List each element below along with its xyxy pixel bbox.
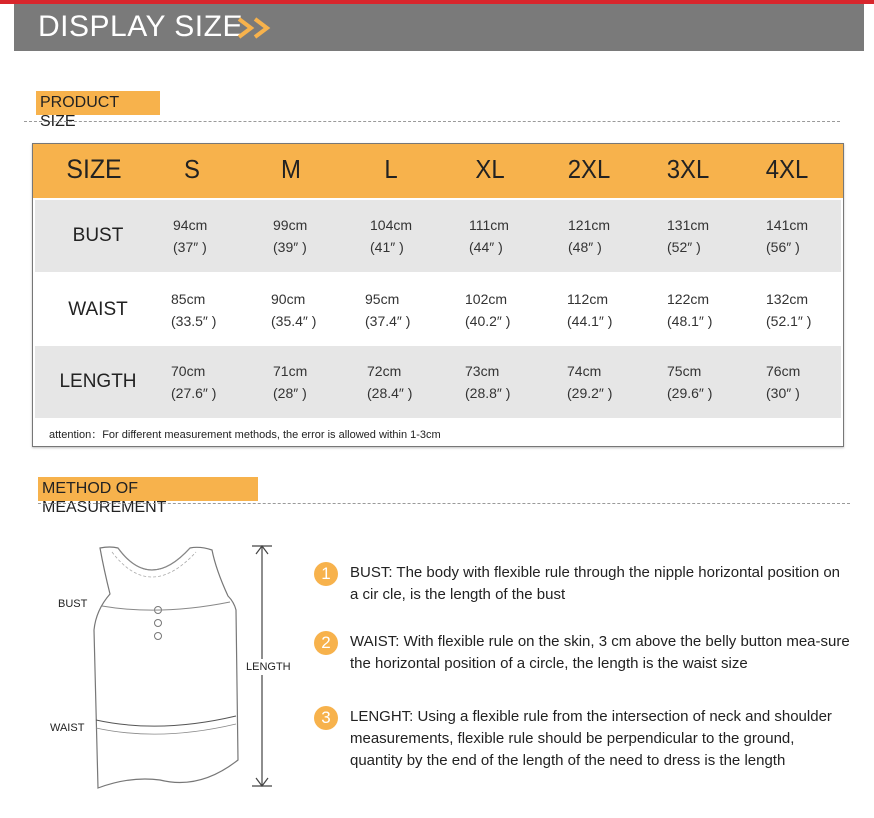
- step-text: BUST: The body with flexible rule through the nipple horizontal position on a cir cle, is the length of the bust: [350, 564, 841, 603]
- cell: [465, 288, 510, 332]
- cell: [171, 288, 216, 332]
- step-text: LENGHT: Using a flexible rule from the intersection of neck and shoulder measurements, flexible rule should be perpendicular to the ground, quantity by the end of the length of the need to dress is the length: [350, 708, 832, 769]
- header-l: L: [384, 154, 398, 184]
- cell: [469, 214, 509, 258]
- cell-cm: 141cm: [766, 217, 809, 233]
- cell-inch: (37.4″ ): [365, 313, 411, 329]
- cell-inch: (35.4″ ): [271, 313, 317, 329]
- cell-inch: (28.8″ ): [465, 385, 511, 401]
- table-header-row: [33, 144, 843, 198]
- divider: [38, 503, 850, 504]
- cell-inch: (44.1″ ): [567, 313, 613, 329]
- cell-inch: (29.2″ ): [567, 385, 613, 401]
- cell: [667, 288, 712, 332]
- cell-inch: (48.1″ ): [667, 313, 713, 329]
- cell-cm: 74cm: [567, 363, 602, 379]
- cell-inch: (44″ ): [469, 239, 503, 255]
- product-size-heading: PRODUCT SIZE: [36, 91, 160, 115]
- header-2xl: 2XL: [567, 154, 611, 184]
- attention-note: attention：For different measurement methods, the error is allowed within 1-3cm: [49, 429, 441, 441]
- cell: [667, 360, 712, 404]
- cell: [370, 214, 412, 258]
- cell-inch: (48″ ): [568, 239, 602, 255]
- header-m: M: [281, 154, 301, 184]
- header-3xl: 3XL: [666, 154, 710, 184]
- cell: [173, 214, 207, 258]
- cell-cm: 102cm: [465, 291, 508, 307]
- cell-cm: 94cm: [173, 217, 208, 233]
- row-label-length: LENGTH: [59, 371, 137, 392]
- cell-cm: 71cm: [273, 363, 308, 379]
- cell-cm: 112cm: [567, 291, 608, 307]
- header-4xl: 4XL: [765, 154, 809, 184]
- cell-cm: 72cm: [367, 363, 402, 379]
- cell-cm: 131cm: [667, 217, 710, 233]
- cell: [766, 360, 800, 404]
- garment-figure: [40, 530, 310, 800]
- display-size-banner: [14, 4, 864, 51]
- cell: [273, 360, 307, 404]
- double-chevron-right-icon: [236, 16, 276, 40]
- step-number-badge: 2: [314, 631, 338, 655]
- cell-cm: 75cm: [667, 363, 702, 379]
- cell: [667, 214, 709, 258]
- cell-cm: 111cm: [469, 217, 509, 233]
- cell-inch: (27.6″ ): [171, 385, 217, 401]
- table-row: [35, 200, 841, 272]
- waist-label: WAIST: [50, 722, 85, 734]
- cell-cm: 76cm: [766, 363, 801, 379]
- cell-inch: (28.4″ ): [367, 385, 413, 401]
- cell-inch: (41″ ): [370, 239, 404, 255]
- step-number-badge: 3: [314, 706, 338, 730]
- row-label-waist: WAIST: [68, 299, 128, 320]
- cell: [567, 288, 612, 332]
- banner-title: DISPLAY SIZE: [38, 10, 243, 43]
- cell-inch: (29.6″ ): [667, 385, 713, 401]
- cell-inch: (52.1″ ): [766, 313, 812, 329]
- cell: [365, 288, 410, 332]
- cell-inch: (39″ ): [273, 239, 307, 255]
- cell-inch: (28″ ): [273, 385, 307, 401]
- length-label: LENGTH: [246, 661, 291, 673]
- header-s: S: [184, 154, 200, 184]
- cell: [367, 360, 412, 404]
- cell: [766, 288, 811, 332]
- method-heading: METHOD OF MEASUREMENT: [38, 477, 258, 501]
- table-row: [35, 274, 841, 346]
- cell: [271, 288, 316, 332]
- cell-cm: 90cm: [271, 291, 306, 307]
- cell: [465, 360, 510, 404]
- table-row: [35, 346, 841, 418]
- cell: [568, 214, 610, 258]
- cell-cm: 95cm: [365, 291, 400, 307]
- cell-cm: 132cm: [766, 291, 809, 307]
- bust-label: BUST: [58, 598, 88, 610]
- step-number-badge: 1: [314, 562, 338, 586]
- cell-cm: 104cm: [370, 217, 413, 233]
- cell-cm: 122cm: [667, 291, 710, 307]
- cell-inch: (37″ ): [173, 239, 207, 255]
- cell: [766, 214, 808, 258]
- cell-inch: (30″ ): [766, 385, 800, 401]
- divider: [24, 121, 840, 122]
- cell-inch: (56″ ): [766, 239, 800, 255]
- cell: [273, 214, 307, 258]
- cell: [171, 360, 216, 404]
- cell-cm: 73cm: [465, 363, 500, 379]
- cell-cm: 70cm: [171, 363, 206, 379]
- size-table: [32, 143, 844, 447]
- cell-inch: (33.5″ ): [171, 313, 217, 329]
- row-label-bust: BUST: [72, 225, 124, 246]
- cell-inch: (40.2″ ): [465, 313, 511, 329]
- cell: [567, 360, 612, 404]
- header-xl: XL: [475, 154, 505, 184]
- cell-inch: (52″ ): [667, 239, 701, 255]
- cell-cm: 85cm: [171, 291, 206, 307]
- step-text: WAIST: With flexible rule on the skin, 3 cm above the belly button mea-sure the horizontal position of a circle, the length is the waist size: [350, 633, 850, 672]
- header-size: SIZE: [66, 154, 122, 184]
- cell-cm: 121cm: [568, 217, 611, 233]
- cell-cm: 99cm: [273, 217, 308, 233]
